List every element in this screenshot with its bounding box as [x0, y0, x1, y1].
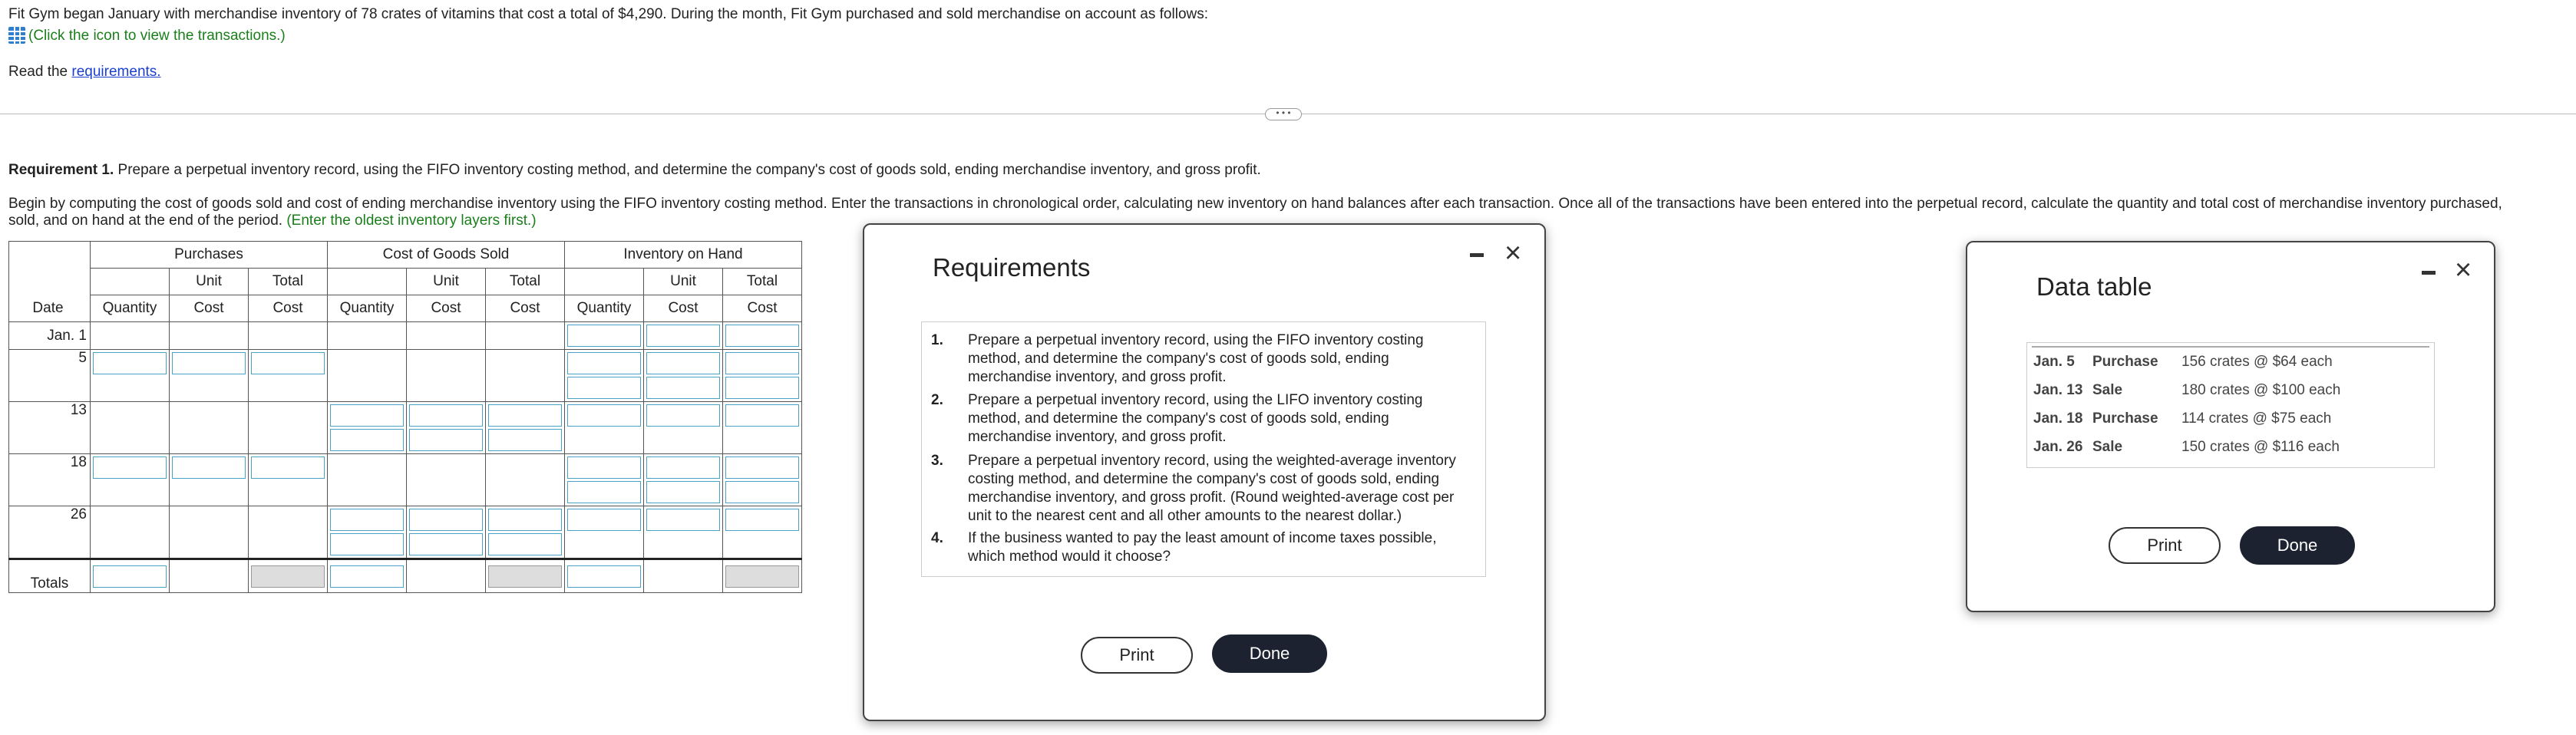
transactions-link-text[interactable]: (Click the icon to view the transactions.) — [28, 28, 286, 44]
input-cell[interactable] — [172, 456, 246, 479]
input-cell[interactable] — [488, 509, 562, 531]
col-sub2: Quantity — [328, 295, 407, 322]
input-cell[interactable] — [646, 377, 720, 399]
col-sub1: Unit — [644, 269, 723, 295]
requirements-title: Requirements — [933, 253, 1091, 282]
input-cell[interactable] — [567, 509, 641, 531]
input-cell[interactable] — [93, 352, 167, 374]
input-cell[interactable] — [409, 509, 483, 531]
row-type: Purchase — [2092, 354, 2158, 370]
row-date: Jan. 18 — [2033, 410, 2083, 427]
input-cell[interactable] — [725, 325, 799, 347]
date-header: Date — [9, 242, 91, 322]
col-sub1 — [91, 269, 170, 295]
transactions-table — [2026, 342, 2435, 468]
col-sub1: Unit — [407, 269, 486, 295]
minimize-icon[interactable] — [2422, 271, 2436, 275]
table-row — [9, 506, 802, 559]
col-sub2: Cost — [644, 295, 723, 322]
totals-label: Totals — [9, 559, 91, 593]
input-cell[interactable] — [567, 404, 641, 427]
print-button[interactable]: Print — [2109, 527, 2221, 564]
row-type: Sale — [2092, 382, 2123, 398]
col-sub2: Cost — [170, 295, 249, 322]
input-cell[interactable] — [330, 533, 404, 555]
col-sub1: Total — [249, 269, 328, 295]
done-button[interactable]: Done — [2240, 526, 2355, 565]
row-type: Purchase — [2092, 410, 2158, 427]
input-cell[interactable] — [725, 456, 799, 479]
input-cell[interactable] — [409, 404, 483, 427]
input-cell[interactable] — [93, 456, 167, 479]
total-cost-cell[interactable] — [725, 565, 799, 588]
transactions-link-row[interactable] — [8, 27, 286, 45]
req-text: If the business wanted to pay the least amount of income taxes possible, which method would it choose? — [968, 530, 1437, 565]
input-cell[interactable] — [567, 377, 641, 399]
row-date: 18 — [9, 454, 91, 506]
row-date: 26 — [9, 506, 91, 559]
instructions-line1: Begin by computing the cost of goods sold and cost of ending merchandise inventory using the FIFO inventory costing method. Enter the transactions in chronological order, calculating new inventory on hand balances after each transaction. Once all of the transactions have been entered into the perpetual record, calculate the quantity and total cost of merchandise inventory purchased, — [8, 196, 2502, 212]
instructions-hint: (Enter the oldest inventory layers first.) — [286, 213, 537, 229]
row-date: 13 — [9, 402, 91, 454]
input-cell[interactable] — [330, 429, 404, 451]
row-date: Jan. 26 — [2033, 439, 2083, 455]
row-detail: 114 crates @ $75 each — [2181, 410, 2332, 427]
table-row — [9, 402, 802, 454]
table-row — [9, 350, 802, 402]
input-cell[interactable] — [567, 352, 641, 374]
input-cell[interactable] — [488, 429, 562, 451]
req-number: 2. — [931, 392, 943, 408]
col-sub1: Total — [723, 269, 802, 295]
expand-toggle[interactable]: • • • — [1265, 108, 1302, 120]
col-sub2: Quantity — [565, 295, 644, 322]
col-sub2: Quantity — [91, 295, 170, 322]
minimize-icon[interactable] — [1470, 253, 1484, 257]
col-sub1: Total — [486, 269, 565, 295]
instructions-line2 — [8, 212, 537, 230]
requirement-text: Prepare a perpetual inventory record, using the FIFO inventory costing method, and determine the company's cost of goods sold, ending merchandise inventory, and gross profit. — [114, 162, 1261, 178]
table-row — [9, 322, 802, 350]
close-icon[interactable]: × — [2455, 254, 2472, 286]
requirements-link[interactable]: requirements. — [71, 64, 161, 80]
col-sub1: Unit — [170, 269, 249, 295]
input-cell[interactable] — [409, 533, 483, 555]
requirements-list — [921, 321, 1486, 577]
input-cell[interactable] — [725, 377, 799, 399]
read-prefix: Read the — [8, 64, 72, 80]
intro-text: Fit Gym began January with merchandise inventory of 78 crates of vitamins that cost a total of $4,290. During the month, Fit Gym purchased and sold merchandise on account as follows: — [8, 6, 1209, 22]
close-icon[interactable]: × — [1504, 237, 1522, 269]
row-detail: 150 crates @ $116 each — [2181, 439, 2340, 455]
table-row — [9, 454, 802, 506]
row-date: Jan. 13 — [2033, 382, 2083, 398]
input-cell[interactable] — [409, 429, 483, 451]
row-detail: 180 crates @ $100 each — [2181, 382, 2341, 398]
col-sub2: Cost — [407, 295, 486, 322]
req-text: Prepare a perpetual inventory record, using the LIFO inventory costing method, and determine the company's cost of goods sold, ending merchandise inventory, and gross profit. — [968, 392, 1423, 445]
row-detail: 156 crates @ $64 each — [2181, 354, 2333, 370]
col-sub2: Cost — [723, 295, 802, 322]
req-text: Prepare a perpetual inventory record, using the FIFO inventory costing method, and determine the company's cost of goods sold, ending merchandise inventory, and gross profit. — [968, 332, 1424, 385]
perpetual-inventory-record — [8, 241, 802, 593]
totals-row — [9, 559, 802, 593]
req-number: 1. — [931, 332, 943, 348]
input-cell[interactable] — [488, 533, 562, 555]
inventory-header: Inventory on Hand — [565, 242, 802, 269]
input-cell[interactable] — [93, 565, 167, 588]
row-date: Jan. 1 — [9, 322, 91, 350]
input-cell[interactable] — [725, 509, 799, 531]
input-cell[interactable] — [646, 352, 720, 374]
input-cell[interactable] — [725, 404, 799, 427]
total-cost-cell[interactable] — [251, 565, 325, 588]
input-cell[interactable] — [646, 404, 720, 427]
input-cell[interactable] — [172, 352, 246, 374]
instructions-text: sold, and on hand at the end of the period. — [8, 213, 287, 229]
input-cell[interactable] — [488, 404, 562, 427]
input-cell[interactable] — [567, 456, 641, 479]
req-text: Prepare a perpetual inventory record, using the weighted-average inventory costing method, and determine the company's cost of goods sold, ending merchandise inventory, and gross profit. (Round weighted-average cost per unit to the nearest cent and all other amounts to the nearest dollar.) — [968, 453, 1456, 524]
input-cell[interactable] — [646, 325, 720, 347]
input-cell[interactable] — [646, 509, 720, 531]
input-cell[interactable] — [330, 565, 404, 588]
input-cell[interactable] — [330, 509, 404, 531]
read-requirements-row — [8, 63, 161, 81]
input-cell[interactable] — [251, 456, 325, 479]
req-number: 4. — [931, 530, 943, 546]
purchases-header: Purchases — [91, 242, 328, 269]
row-date: Jan. 5 — [2033, 354, 2075, 370]
col-sub1 — [565, 269, 644, 295]
input-cell[interactable] — [330, 404, 404, 427]
input-cell[interactable] — [567, 325, 641, 347]
row-date: 5 — [9, 350, 91, 402]
input-cell[interactable] — [646, 481, 720, 503]
input-cell[interactable] — [567, 481, 641, 503]
col-sub2: Cost — [486, 295, 565, 322]
row-type: Sale — [2092, 439, 2123, 455]
input-cell[interactable] — [646, 456, 720, 479]
req-number: 3. — [931, 453, 943, 469]
cogs-header: Cost of Goods Sold — [328, 242, 565, 269]
print-button[interactable]: Print — [1081, 637, 1193, 674]
col-sub2: Cost — [249, 295, 328, 322]
done-button[interactable]: Done — [1212, 634, 1327, 673]
input-cell[interactable] — [725, 481, 799, 503]
input-cell[interactable] — [567, 565, 641, 588]
requirement-heading — [8, 161, 1261, 180]
table-icon[interactable] — [8, 27, 25, 44]
data-table-title: Data table — [2036, 272, 2152, 301]
input-cell[interactable] — [251, 352, 325, 374]
input-cell[interactable] — [725, 352, 799, 374]
col-sub1 — [328, 269, 407, 295]
total-cost-cell[interactable] — [488, 565, 562, 588]
requirement-label: Requirement 1. — [8, 162, 114, 178]
